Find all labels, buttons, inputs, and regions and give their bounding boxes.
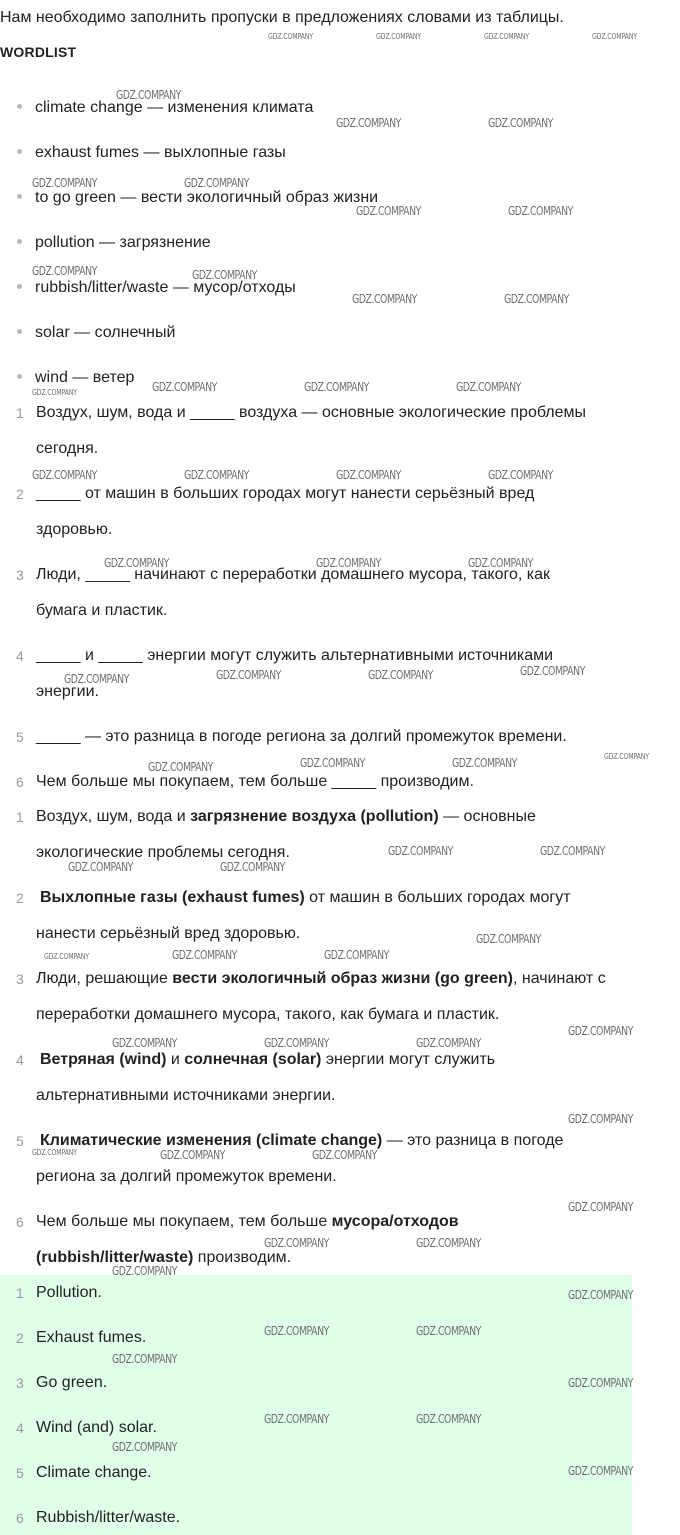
intro-text: Нам необходимо заполнить пропуски в предложениях словами из таблицы. bbox=[0, 9, 564, 26]
answer-bold: Выхлопные газы (exhaust fumes) bbox=[40, 889, 305, 906]
watermark-stamp: GDZ.COMPANY bbox=[568, 1112, 633, 1126]
filled-line: переработки домашнего мусора, такого, как бумага и пластик. bbox=[36, 1006, 500, 1023]
wordlist-item bbox=[17, 324, 175, 342]
wordlist-title: WORDLIST bbox=[0, 44, 77, 60]
watermark-stamp: GDZ.COMPANY bbox=[356, 204, 421, 218]
watermark-stamp: GDZ.COMPANY bbox=[192, 268, 257, 282]
watermark-stamp: GDZ.COMPANY bbox=[316, 556, 381, 570]
filled-number: 4 bbox=[16, 1052, 24, 1068]
watermark-stamp: GDZ.COMPANY bbox=[32, 176, 97, 190]
bullet-icon bbox=[17, 329, 22, 334]
bullet-icon bbox=[17, 284, 22, 289]
plain-text: , начинают с bbox=[512, 970, 606, 987]
answer-number: 3 bbox=[16, 1375, 24, 1391]
watermark-stamp: GDZ.COMPANY bbox=[592, 32, 637, 41]
wordlist-item bbox=[17, 144, 286, 162]
watermark-stamp: GDZ.COMPANY bbox=[352, 292, 417, 306]
watermark-stamp: GDZ.COMPANY bbox=[488, 468, 553, 482]
watermark-stamp: GDZ.COMPANY bbox=[32, 264, 97, 278]
answer-number: 5 bbox=[16, 1465, 24, 1481]
watermark-stamp: GDZ.COMPANY bbox=[468, 556, 533, 570]
watermark-stamp: GDZ.COMPANY bbox=[456, 380, 521, 394]
answer-number: 6 bbox=[16, 1510, 24, 1526]
answer-bold: солнечная (solar) bbox=[184, 1051, 322, 1068]
question-number: 1 bbox=[16, 405, 24, 421]
watermark-stamp: GDZ.COMPANY bbox=[324, 948, 389, 962]
filled-number: 6 bbox=[16, 1214, 24, 1230]
question-line: Люди, _____ начинают с переработки домашнего мусора, такого, как bbox=[36, 566, 551, 583]
wordlist-item-text: pollution — загрязнение bbox=[35, 234, 211, 251]
watermark-stamp: GDZ.COMPANY bbox=[152, 380, 217, 394]
question-number: 2 bbox=[16, 486, 24, 502]
answer-number: 1 bbox=[16, 1285, 24, 1301]
watermark-stamp: GDZ.COMPANY bbox=[104, 556, 169, 570]
watermark-stamp: GDZ.COMPANY bbox=[300, 756, 365, 770]
plain-text: и bbox=[166, 1051, 185, 1068]
watermark-stamp: GDZ.COMPANY bbox=[368, 668, 433, 682]
watermark-stamp: GDZ.COMPANY bbox=[32, 1148, 77, 1157]
filled-line bbox=[40, 889, 571, 907]
plain-text: — основные bbox=[438, 808, 536, 825]
watermark-stamp: GDZ.COMPANY bbox=[452, 756, 517, 770]
filled-line bbox=[40, 1132, 563, 1150]
question-line: Чем больше мы покупаем, тем больше _____ производим. bbox=[36, 773, 474, 790]
filled-line bbox=[36, 1213, 459, 1231]
wordlist-item-text: wind — ветер bbox=[35, 369, 135, 386]
watermark-stamp: GDZ.COMPANY bbox=[388, 844, 453, 858]
plain-text: Люди, решающие bbox=[36, 970, 173, 987]
watermark-stamp: GDZ.COMPANY bbox=[568, 1464, 633, 1478]
answer-bold: Климатические изменения (climate change) bbox=[40, 1132, 383, 1149]
plain-text: Чем больше мы покупаем, тем больше bbox=[36, 1213, 332, 1230]
answer-text: Rubbish/litter/waste. bbox=[36, 1509, 181, 1526]
watermark-stamp: GDZ.COMPANY bbox=[488, 116, 553, 130]
watermark-stamp: GDZ.COMPANY bbox=[64, 672, 129, 686]
watermark-stamp: GDZ.COMPANY bbox=[336, 468, 401, 482]
answer-bold: Ветряная (wind) bbox=[40, 1051, 167, 1068]
wordlist-item-text: to go green — вести экологичный образ жизни bbox=[35, 189, 379, 206]
question-line: энергии. bbox=[36, 683, 99, 700]
answer-number: 4 bbox=[16, 1420, 24, 1436]
watermark-stamp: GDZ.COMPANY bbox=[32, 468, 97, 482]
watermark-stamp: GDZ.COMPANY bbox=[508, 204, 573, 218]
bullet-icon bbox=[17, 194, 22, 199]
watermark-stamp: GDZ.COMPANY bbox=[116, 88, 181, 102]
watermark-stamp: GDZ.COMPANY bbox=[336, 116, 401, 130]
watermark-stamp: GDZ.COMPANY bbox=[312, 1148, 377, 1162]
answer-bold: загрязнение воздуха (pollution) bbox=[190, 808, 439, 825]
filled-number: 2 bbox=[16, 890, 24, 906]
filled-line: альтернативными источниками энергии. bbox=[36, 1087, 336, 1104]
watermark-stamp: GDZ.COMPANY bbox=[216, 668, 281, 682]
filled-number: 5 bbox=[16, 1133, 24, 1149]
watermark-stamp: GDZ.COMPANY bbox=[604, 752, 649, 761]
filled-number: 3 bbox=[16, 971, 24, 987]
question-line: сегодня. bbox=[36, 440, 99, 457]
watermark-stamp: GDZ.COMPANY bbox=[416, 1236, 481, 1250]
question-line: здоровью. bbox=[36, 521, 113, 538]
watermark-stamp: GDZ.COMPANY bbox=[540, 844, 605, 858]
plain-text: от машин в больших городах могут bbox=[304, 889, 571, 906]
watermark-stamp: GDZ.COMPANY bbox=[112, 1264, 177, 1278]
watermark-stamp: GDZ.COMPANY bbox=[416, 1036, 481, 1050]
watermark-stamp: GDZ.COMPANY bbox=[264, 1412, 329, 1426]
answer-bold: вести экологичный образ жизни (go green) bbox=[172, 970, 513, 987]
answer-number: 2 bbox=[16, 1330, 24, 1346]
watermark-stamp: GDZ.COMPANY bbox=[264, 1036, 329, 1050]
question-number: 3 bbox=[16, 567, 24, 583]
answer-bold: (rubbish/litter/waste) bbox=[36, 1249, 194, 1266]
watermark-stamp: GDZ.COMPANY bbox=[376, 32, 421, 41]
watermark-stamp: GDZ.COMPANY bbox=[68, 860, 133, 874]
watermark-stamp: GDZ.COMPANY bbox=[476, 932, 541, 946]
plain-text: производим. bbox=[193, 1249, 292, 1266]
answer-bold: мусора/отходов bbox=[331, 1213, 459, 1230]
question-number: 4 bbox=[16, 648, 24, 664]
wordlist-item bbox=[17, 234, 211, 252]
answer-text: Climate change. bbox=[36, 1464, 152, 1481]
watermark-stamp: GDZ.COMPANY bbox=[484, 32, 529, 41]
watermark-stamp: GDZ.COMPANY bbox=[184, 176, 249, 190]
watermark-stamp: GDZ.COMPANY bbox=[568, 1200, 633, 1214]
filled-line bbox=[40, 1051, 495, 1069]
filled-line: экологические проблемы сегодня. bbox=[36, 844, 290, 861]
filled-number: 1 bbox=[16, 809, 24, 825]
watermark-stamp: GDZ.COMPANY bbox=[184, 468, 249, 482]
watermark-stamp: GDZ.COMPANY bbox=[220, 860, 285, 874]
watermark-stamp: GDZ.COMPANY bbox=[264, 1324, 329, 1338]
watermark-stamp: GDZ.COMPANY bbox=[416, 1412, 481, 1426]
question-number: 6 bbox=[16, 774, 24, 790]
wordlist-item bbox=[17, 369, 134, 387]
watermark-stamp: GDZ.COMPANY bbox=[504, 292, 569, 306]
wordlist-item-text: exhaust fumes — выхлопные газы bbox=[35, 144, 286, 161]
filled-line bbox=[36, 808, 536, 826]
watermark-stamp: GDZ.COMPANY bbox=[568, 1376, 633, 1390]
question-line: _____ и _____ энергии могут служить альтернативными источниками bbox=[36, 647, 554, 664]
wordlist-item bbox=[17, 189, 378, 207]
answer-text: Wind (and) solar. bbox=[36, 1419, 157, 1436]
wordlist-item-text: solar — солнечный bbox=[35, 324, 176, 341]
filled-line: нанести серьёзный вред здоровью. bbox=[36, 925, 301, 942]
bullet-icon bbox=[17, 149, 22, 154]
watermark-stamp: GDZ.COMPANY bbox=[268, 32, 313, 41]
watermark-stamp: GDZ.COMPANY bbox=[112, 1352, 177, 1366]
question-number: 5 bbox=[16, 729, 24, 745]
bullet-icon bbox=[17, 239, 22, 244]
watermark-stamp: GDZ.COMPANY bbox=[160, 1148, 225, 1162]
watermark-stamp: GDZ.COMPANY bbox=[148, 760, 213, 774]
plain-text: Воздух, шум, вода и bbox=[36, 808, 191, 825]
bullet-icon bbox=[17, 104, 22, 109]
watermark-stamp: GDZ.COMPANY bbox=[520, 664, 585, 678]
answer-text: Pollution. bbox=[36, 1284, 102, 1301]
question-line: _____ — это разница в погоде региона за долгий промежуток времени. bbox=[36, 728, 567, 745]
bullet-icon bbox=[17, 374, 22, 379]
answers-panel bbox=[0, 1275, 632, 1535]
filled-line bbox=[36, 970, 606, 988]
plain-text: энергии могут служить bbox=[321, 1051, 496, 1068]
filled-line: региона за долгий промежуток времени. bbox=[36, 1168, 337, 1185]
watermark-stamp: GDZ.COMPANY bbox=[32, 388, 77, 397]
answer-text: Exhaust fumes. bbox=[36, 1329, 147, 1346]
plain-text: — это разница в погоде bbox=[382, 1132, 564, 1149]
watermark-stamp: GDZ.COMPANY bbox=[44, 952, 89, 961]
watermark-stamp: GDZ.COMPANY bbox=[304, 380, 369, 394]
question-line: _____ от машин в больших городах могут нанести серьёзный вред bbox=[36, 485, 535, 502]
watermark-stamp: GDZ.COMPANY bbox=[568, 1288, 633, 1302]
watermark-stamp: GDZ.COMPANY bbox=[264, 1236, 329, 1250]
watermark-stamp: GDZ.COMPANY bbox=[416, 1324, 481, 1338]
watermark-stamp: GDZ.COMPANY bbox=[112, 1036, 177, 1050]
answer-text: Go green. bbox=[36, 1374, 108, 1391]
question-line: бумага и пластик. bbox=[36, 602, 168, 619]
watermark-stamp: GDZ.COMPANY bbox=[112, 1440, 177, 1454]
watermark-stamp: GDZ.COMPANY bbox=[172, 948, 237, 962]
question-line: Воздух, шум, вода и _____ воздуха — основные экологические проблемы bbox=[36, 404, 587, 421]
wordlist-item-text: climate change — изменения климата bbox=[35, 99, 314, 116]
watermark-stamp: GDZ.COMPANY bbox=[568, 1024, 633, 1038]
wordlist-item-text: rubbish/litter/waste — мусор/отходы bbox=[35, 279, 296, 296]
